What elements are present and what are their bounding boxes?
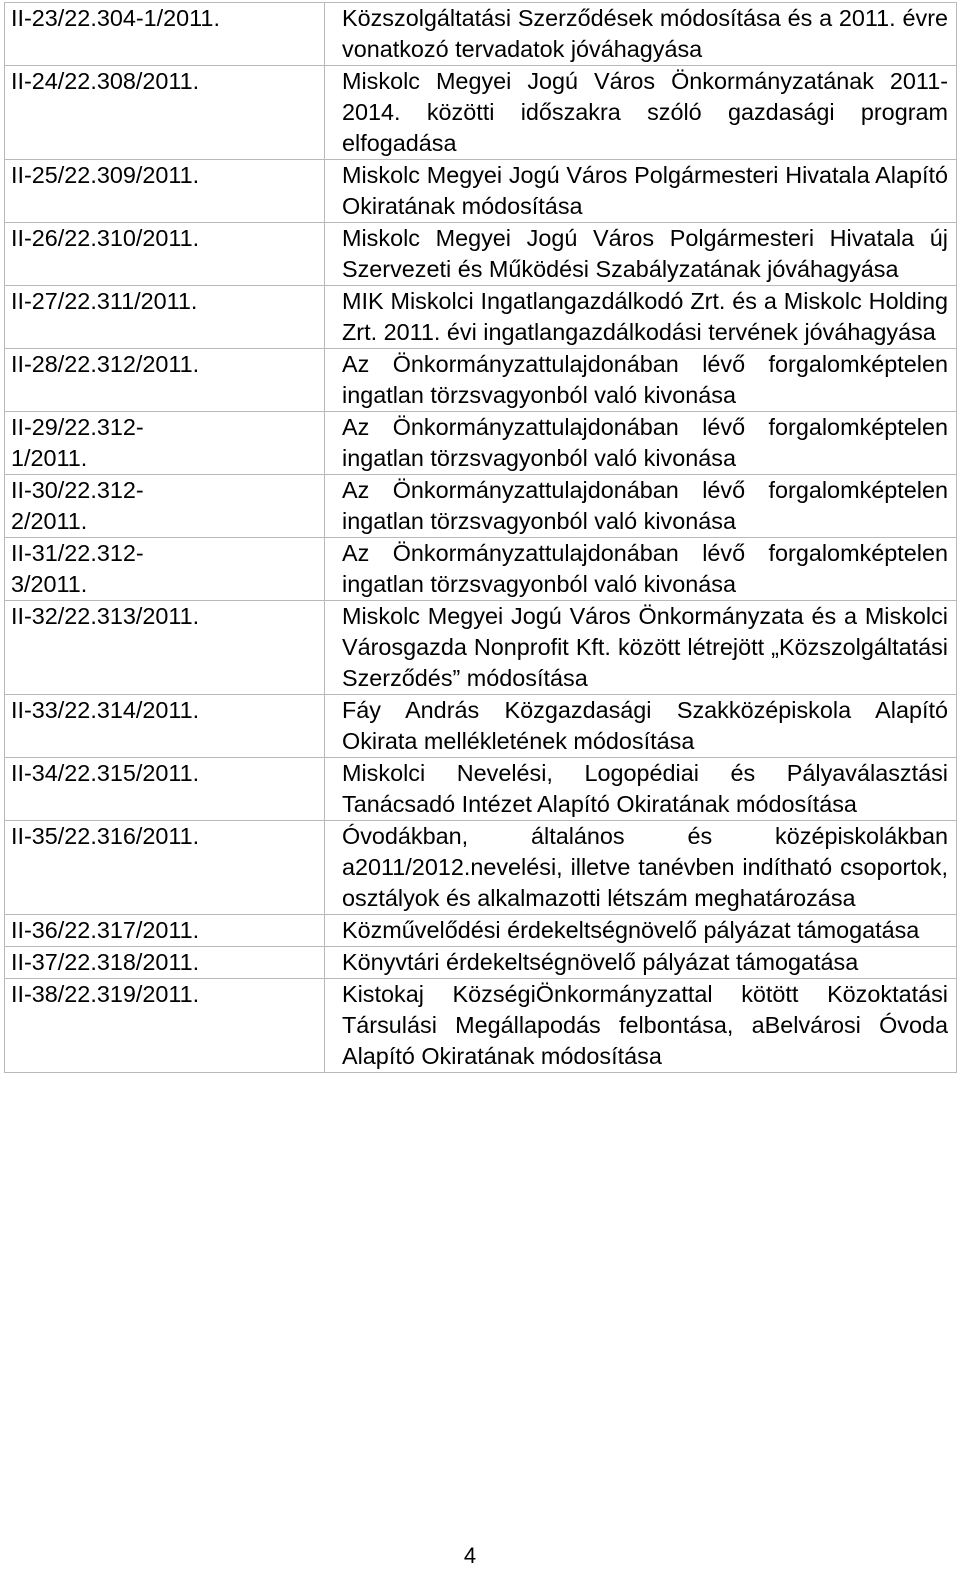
decision-number-cell: [5, 3, 325, 66]
decision-row: [5, 821, 957, 915]
decision-row: [5, 286, 957, 349]
decision-title: Az Önkormányzattulajdonában lévő forgalomképtelen ingatlan törzsvagyonból való kivonása: [342, 414, 948, 471]
decision-number-cell: [5, 758, 325, 821]
decision-title-cell: [325, 979, 957, 1073]
decision-title: Közszolgáltatási Szerződések módosítása és a 2011. évre vonatkozó tervadatok jóváhagyása: [342, 5, 948, 62]
decision-row: [5, 915, 957, 947]
decision-row: [5, 947, 957, 979]
decision-number: II-23/22.304-1/2011.: [11, 5, 220, 31]
decision-number-cell: [5, 66, 325, 160]
decision-row: [5, 160, 957, 223]
decision-title: Könyvtári érdekeltségnövelő pályázat támogatása: [342, 949, 859, 975]
decision-title: Közművelődési érdekeltségnövelő pályázat támogatása: [342, 917, 920, 943]
decision-number: II-34/22.315/2011.: [11, 760, 200, 786]
decision-row: [5, 3, 957, 66]
decision-title: Miskolc Megyei Jogú Város Polgármesteri Hivatala Alapító Okiratának módosítása: [342, 162, 948, 219]
decisions-table: [4, 2, 957, 1073]
decision-title-cell: [325, 601, 957, 695]
decision-title: Óvodákban, általános és középiskolákban a2011/2012.nevelési, illetve tanévben indítható csoportok, osztályok és alkalmazotti létszám meghatározása: [342, 823, 948, 911]
decision-title: MIK Miskolci Ingatlangazdálkodó Zrt. és a Miskolc Holding Zrt. 2011. évi ingatlangazdálkodási tervének jóváhagyása: [342, 288, 948, 345]
decision-title-cell: [325, 821, 957, 915]
decision-title: Kistokaj KözségiÖnkormányzattal kötött Közoktatási Társulási Megállapodás felbontása, aBelvárosi Óvoda Alapító Okiratának módosítása: [342, 981, 948, 1069]
decision-number-cell: [5, 160, 325, 223]
decision-title-cell: [325, 223, 957, 286]
decision-number-cell: [5, 538, 325, 601]
decision-number: II-33/22.314/2011.: [11, 697, 200, 723]
decision-number: II-31/22.312- 3/2011.: [11, 540, 144, 597]
decision-number: II-30/22.312- 2/2011.: [11, 477, 144, 534]
decision-row: [5, 349, 957, 412]
decision-title-cell: [325, 947, 957, 979]
decision-title-cell: [325, 758, 957, 821]
decision-number: II-27/22.311/2011.: [11, 288, 198, 314]
decision-number-cell: [5, 286, 325, 349]
decision-title: Fáy András Közgazdasági Szakközépiskola Alapító Okirata mellékletének módosítása: [342, 697, 948, 754]
decision-number: II-25/22.309/2011.: [11, 162, 200, 188]
decision-row: [5, 223, 957, 286]
decision-row: [5, 601, 957, 695]
decision-number: II-28/22.312/2011.: [11, 351, 200, 377]
decisions-table-body: [5, 3, 957, 1073]
decision-number-cell: [5, 601, 325, 695]
decision-number-cell: [5, 349, 325, 412]
decision-number-cell: [5, 475, 325, 538]
decision-title-cell: [325, 538, 957, 601]
decision-row: [5, 538, 957, 601]
decision-number-cell: [5, 979, 325, 1073]
decision-title-cell: [325, 66, 957, 160]
decision-number: II-37/22.318/2011.: [11, 949, 200, 975]
decision-title-cell: [325, 695, 957, 758]
decision-number-cell: [5, 821, 325, 915]
decision-row: [5, 758, 957, 821]
decision-number: II-24/22.308/2011.: [11, 68, 200, 94]
page-number: 4: [463, 1543, 477, 1568]
decision-title: Miskolc Megyei Jogú Város Polgármesteri Hivatala új Szervezeti és Működési Szabályzatának jóváhagyása: [342, 225, 948, 282]
decision-number-cell: [5, 412, 325, 475]
decision-title-cell: [325, 349, 957, 412]
decision-title-cell: [325, 286, 957, 349]
decision-row: [5, 66, 957, 160]
decision-number-cell: [5, 915, 325, 947]
decision-row: [5, 412, 957, 475]
decision-number: II-35/22.316/2011.: [11, 823, 200, 849]
decision-number: II-38/22.319/2011.: [11, 981, 200, 1007]
decision-number-cell: [5, 695, 325, 758]
decision-number: II-36/22.317/2011.: [11, 917, 200, 943]
decision-row: [5, 475, 957, 538]
decision-number: II-29/22.312- 1/2011.: [11, 414, 144, 471]
decision-title: Miskolci Nevelési, Logopédiai és Pályaválasztási Tanácsadó Intézet Alapító Okiratának módosítása: [342, 760, 948, 817]
decision-title-cell: [325, 475, 957, 538]
decision-title-cell: [325, 160, 957, 223]
decision-row: [5, 695, 957, 758]
decision-title: Miskolc Megyei Jogú Város Önkormányzatának 2011-2014. közötti időszakra szóló gazdasági program elfogadása: [342, 68, 948, 156]
decision-title-cell: [325, 915, 957, 947]
decision-number-cell: [5, 947, 325, 979]
decision-title: Az Önkormányzattulajdonában lévő forgalomképtelen ingatlan törzsvagyonból való kivonása: [342, 477, 948, 534]
decision-title: Az Önkormányzattulajdonában lévő forgalomképtelen ingatlan törzsvagyonból való kivonása: [342, 351, 948, 408]
decision-title: Az Önkormányzattulajdonában lévő forgalomképtelen ingatlan törzsvagyonból való kivonása: [342, 540, 948, 597]
decision-number: II-32/22.313/2011.: [11, 603, 200, 629]
decision-number-cell: [5, 223, 325, 286]
decision-title-cell: [325, 412, 957, 475]
decision-title: Miskolc Megyei Jogú Város Önkormányzata és a Miskolci Városgazda Nonprofit Kft. között létrejött „Közszolgáltatási Szerződés” módosítása: [342, 603, 948, 691]
decision-row: [5, 979, 957, 1073]
decision-title-cell: [325, 3, 957, 66]
decision-number: II-26/22.310/2011.: [11, 225, 200, 251]
